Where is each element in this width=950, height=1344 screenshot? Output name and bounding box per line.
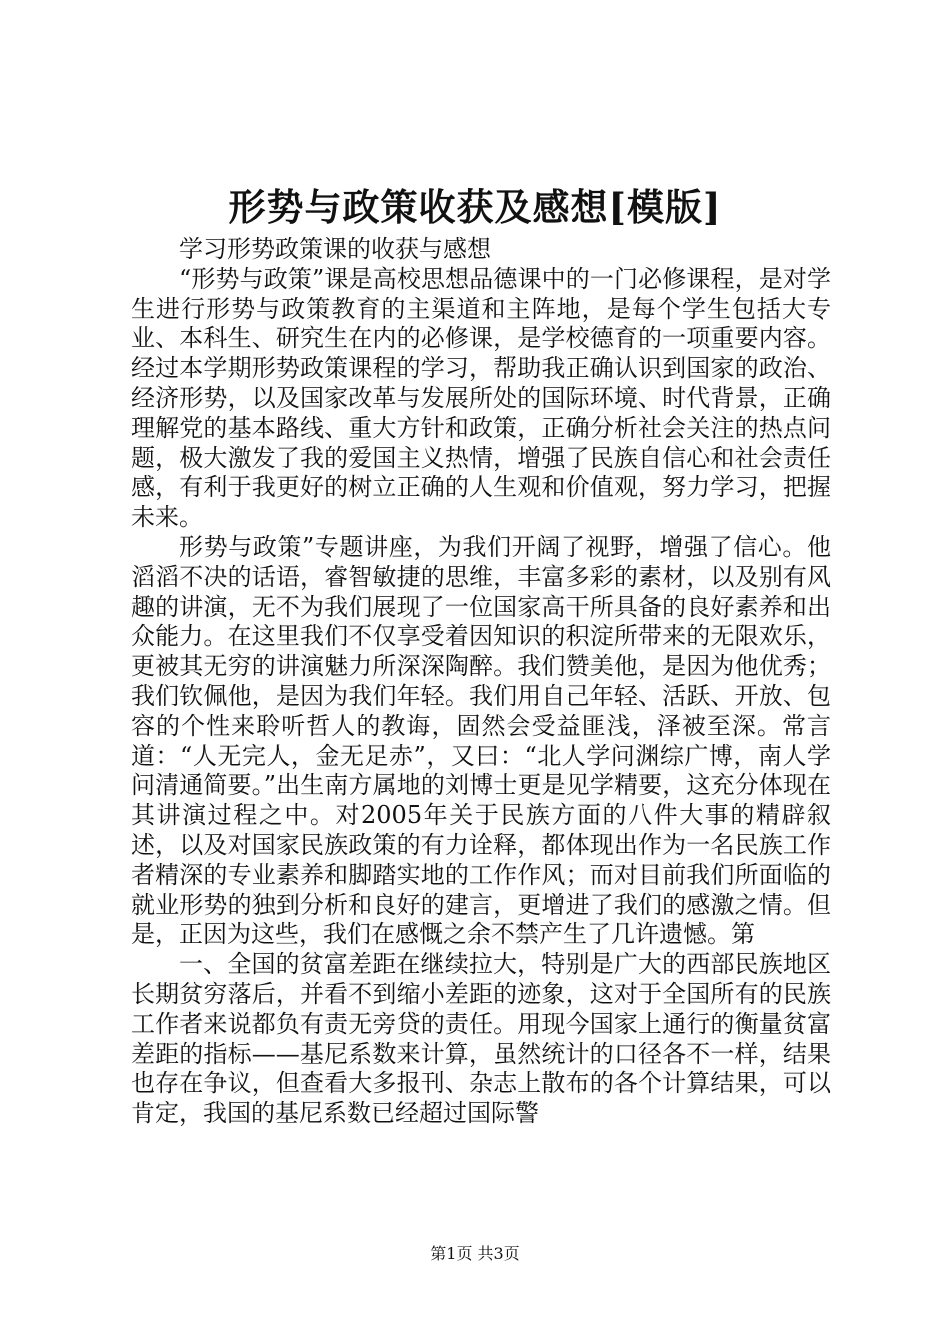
document-body [131,235,831,1129]
body-paragraph: 一、全国的贫富差距在继续拉大，特别是广大的西部民族地区长期贫穷落后，并看不到缩小差距的迹象，这对于全国所有的民族工作者来说都负有责无旁贷的责任。用现今国家上通行的衡量贫富差距的指标——基尼系数来计算，虽然统计的口径各不一样，结果也存在争议，但查看大多报刊、杂志上散布的各个计算结果，可以肯定，我国的基尼系数已经超过国际警 [131,950,831,1128]
body-paragraph: 形势与政策”专题讲座，为我们开阔了视野，增强了信心。他滔滔不决的话语，睿智敏捷的思维，丰富多彩的素材，以及别有风趣的讲演，无不为我们展现了一位国家高干所具备的良好素养和出众能力。在这里我们不仅享受着因知识的积淀所带来的无限欢乐，更被其无穷的讲演魅力所深深陶醉。我们赞美他，是因为他优秀；我们钦佩他，是因为我们年轻。我们用自己年轻、活跃、开放、包容的个性来聆听哲人的教诲，固然会受益匪浅，泽被至深。常言道：“人无完人，金无足赤”，又曰：“北人学问渊综广博，南人学问清通简要。”出生南方属地的刘博士更是见学精要，这充分体现在其讲演过程之中。对2005年关于民族方面的八件大事的精辟叙述，以及对国家民族政策的有力诠释，都体现出作为一名民族工作者精深的专业素养和脚踏实地的工作作风；而对目前我们所面临的就业形势的独到分析和良好的建言，更增进了我们的感激之情。但是，正因为这些，我们在感慨之余不禁产生了几许遗憾。第 [131,532,831,949]
body-paragraph: “形势与政策”课是高校思想品德课中的一门必修课程，是对学生进行形势与政策教育的主渠道和主阵地，是每个学生包括大专业、本科生、研究生在内的必修课，是学校德育的一项重要内容。经过本学期形势政策课程的学习，帮助我正确认识到国家的政治、经济形势，以及国家改革与发展所处的国际环境、时代背景，正确理解党的基本路线、重大方针和政策，正确分析社会关注的热点问题，极大激发了我的爱国主义热情，增强了民族自信心和社会责任感，有利于我更好的树立正确的人生观和价值观，努力学习，把握未来。 [131,264,831,532]
document-title: 形势与政策收获及感想[模版] [228,185,722,229]
page-footer: 第1页 共3页 [430,1244,520,1263]
document-subtitle: 学习形势政策课的收获与感想 [179,235,491,263]
